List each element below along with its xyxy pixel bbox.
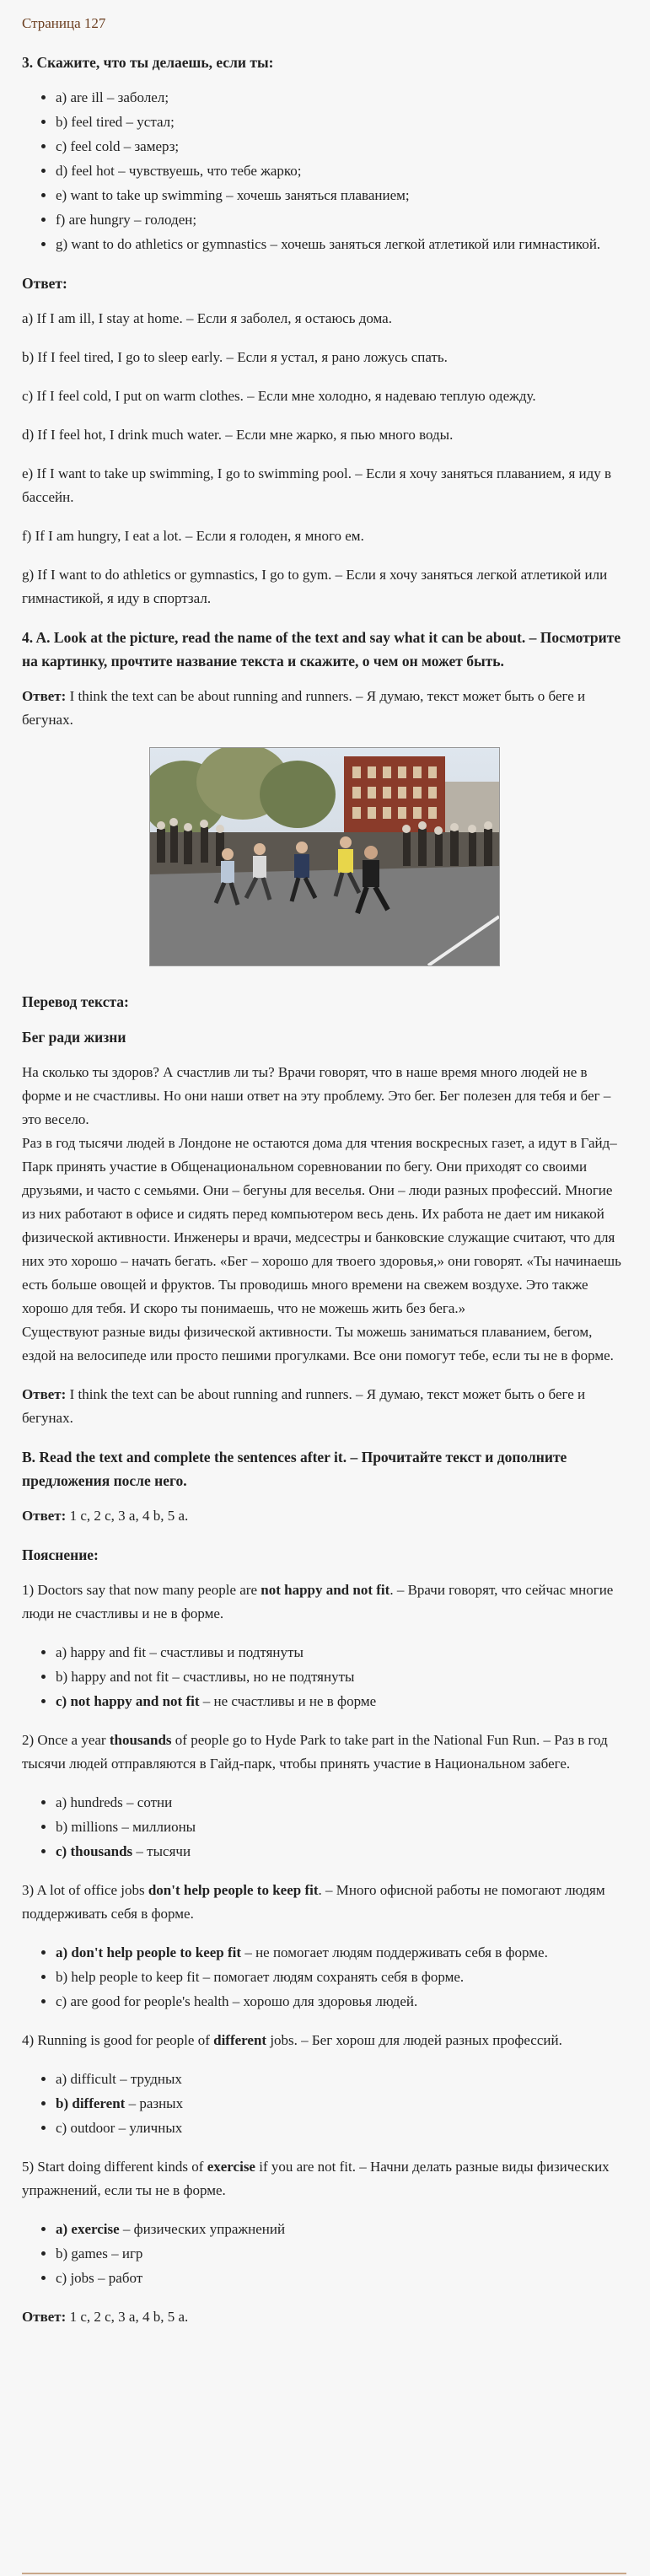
question-key: not happy and not fit bbox=[261, 1582, 390, 1598]
translation-answer bbox=[22, 1383, 626, 1430]
option-key: a) don't help people to keep fit bbox=[56, 1944, 242, 1960]
paragraph: Раз в год тысячи людей в Лондоне не остаются дома для чтения воскресных газет, а идут в Гайд–Парк принять участие в Общенациональном соревновании по бегу. Они приходят со своими друзьями, и часто с семьями. Они – бегуны для веселья. Они – люди разных профессий. Многие из них работают в офисе и сидять перед компьютером весь день. Их работа не дает им никакой физической активности. Инженеры и врачи, медсестры и банковские служащие считают, что для них это хорошо – начать бегать. «Бег – хорошо для твоего здоровья,» они говорят. «Ты начинаешь есть больше овощей и фруктов. Ты проводишь много времени на свежем воздухе. Это также хорошо для тебя. И скоро ты понимаешь, что не можешь жить без бега.» bbox=[22, 1135, 621, 1316]
option-text: – тысячи bbox=[132, 1843, 191, 1859]
question-text: jobs. – Бег хорош для людей разных профессий. bbox=[266, 2032, 562, 2048]
list-item: • a) are ill – заболел; bbox=[56, 86, 626, 110]
ex4b-answer bbox=[22, 1504, 626, 1528]
question-key: thousands bbox=[109, 1732, 172, 1748]
question-4-options bbox=[22, 2068, 626, 2140]
option-key: c) not happy and not fit bbox=[56, 1693, 200, 1709]
option-key: a) exercise bbox=[56, 2221, 120, 2237]
list-item: • g) want to do athletics or gymnastics – хочешь заняться легкой атлетикой или гимнастикой. bbox=[56, 233, 626, 256]
option-key: c) thousands bbox=[56, 1843, 133, 1859]
question-text: 1) Doctors say that now many people are bbox=[22, 1582, 261, 1598]
question-3 bbox=[22, 1879, 626, 1926]
answer-line: a) If I am ill, I stay at home. – Если я заболел, я остаюсь дома. bbox=[22, 310, 392, 326]
explanation-label: Пояснение: bbox=[22, 1546, 99, 1563]
ex4a-title: 4. A. Look at the picture, read the name of the text and say what it can be about. – Посмотрите на картинку, прочтите название текста и скажите, о чем он может быть. bbox=[22, 629, 621, 670]
translation-title: Бег ради жизни bbox=[22, 1029, 126, 1046]
paragraph: На сколько ты здоров? А счастлив ли ты? Врачи говорят, что в наше время много людей не в форме и не счастливы. Но они наши ответ на эту проблему. Это бег. Бег полезен для тебя и бег – это весело. bbox=[22, 1064, 611, 1127]
question-1 bbox=[22, 1578, 626, 1626]
question-2-options bbox=[22, 1791, 626, 1863]
answer-line: c) If I feel cold, I put on warm clothes. – Если мне холодно, я надеваю теплую одежду. bbox=[22, 388, 536, 404]
answer-line: g) If I want to do athletics or gymnastics, I go to gym. – Если я хочу заняться легкой атлетикой или гимнастикой, я иду в спортзал. bbox=[22, 567, 608, 606]
question-text: of people go to Hyde Park to take part in the National Fun Run. – Раз в год тысячи людей отправляются в Гайд-парк, чтобы принять участие в Национальном забеге. bbox=[22, 1732, 608, 1772]
list-item: • b) feel tired – устал; bbox=[56, 110, 626, 134]
option: • a) difficult – трудных bbox=[56, 2068, 626, 2091]
question-2 bbox=[22, 1729, 626, 1776]
option-key: b) different bbox=[56, 2095, 126, 2111]
marathon-photo bbox=[149, 747, 500, 966]
question-text: 4) Running is good for people of bbox=[22, 2032, 214, 2048]
option: • b) games – игр bbox=[56, 2242, 626, 2266]
question-4 bbox=[22, 2029, 626, 2052]
ex4a-answer bbox=[22, 685, 626, 732]
option: • c) jobs – работ bbox=[56, 2267, 626, 2290]
question-key: different bbox=[213, 2032, 267, 2048]
page-link[interactable]: Страница 127 bbox=[22, 15, 106, 31]
option-text: – не помогает людям поддерживать себя в форме. bbox=[241, 1944, 548, 1960]
ex3-answer-label: Ответ: bbox=[22, 275, 67, 292]
answer-line: d) If I feel hot, I drink much water. – Если мне жарко, я пью много воды. bbox=[22, 427, 454, 443]
option: • c) outdoor – уличных bbox=[56, 2116, 626, 2140]
list-item: • f) are hungry – голоден; bbox=[56, 208, 626, 232]
option-correct bbox=[56, 2218, 626, 2241]
answer-line: f) If I am hungry, I eat a lot. – Если я голоден, я много ем. bbox=[22, 528, 364, 544]
list-item: • c) feel cold – замерз; bbox=[56, 135, 626, 159]
option: • b) help people to keep fit – помогает людям сохранять себя в форме. bbox=[56, 1966, 626, 1989]
option: • a) happy and fit – счастливы и подтянуты bbox=[56, 1641, 626, 1664]
question-text: . – Врачи говорят, что сейчас многие люди не счастливы и не в форме. bbox=[22, 1582, 614, 1621]
paragraph: Существуют разные виды физической активности. Ты можешь заниматься плаванием, бегом, ездой на велосипеде или просто пешими прогулками. Все они помогут тебе, если ты не в форме. bbox=[22, 1324, 614, 1363]
option-correct bbox=[56, 2092, 626, 2116]
answer-text: 1 c, 2 c, 3 a, 4 b, 5 a. bbox=[66, 2309, 189, 2325]
answer-text: I think the text can be about running and runners. – Я думаю, текст может быть о беге и бегунах. bbox=[22, 688, 586, 728]
answer-label: Ответ: bbox=[22, 1508, 67, 1524]
question-text: if you are not fit. – Начни делать разные виды физических упражнений, если ты не в форме. bbox=[22, 2159, 610, 2198]
option-correct bbox=[56, 1840, 626, 1863]
answer-text: 1 c, 2 c, 3 a, 4 b, 5 a. bbox=[66, 1508, 189, 1524]
question-5-options bbox=[22, 2218, 626, 2290]
option-correct bbox=[56, 1941, 626, 1965]
question-3-options bbox=[22, 1941, 626, 2014]
question-text: 3) A lot of office jobs bbox=[22, 1882, 148, 1898]
question-key: don't help people to keep fit bbox=[148, 1882, 319, 1898]
list-item: • d) feel hot – чувствуешь, что тебе жарко; bbox=[56, 159, 626, 183]
question-key: exercise bbox=[207, 2159, 255, 2175]
ex4b-title: B. Read the text and complete the sentences after it. – Прочитайте текст и дополните предложения после него. bbox=[22, 1449, 567, 1489]
answer-text: I think the text can be about running and runners. – Я думаю, текст может быть о беге и бегунах. bbox=[22, 1386, 586, 1426]
answer-label: Ответ: bbox=[22, 1386, 67, 1402]
answer-line: b) If I feel tired, I go to sleep early. – Если я устал, я рано ложусь спать. bbox=[22, 349, 448, 365]
answer-label: Ответ: bbox=[22, 2309, 67, 2325]
question-1-options bbox=[22, 1641, 626, 1713]
option: • b) millions – миллионы bbox=[56, 1815, 626, 1839]
option: • a) hundreds – сотни bbox=[56, 1791, 626, 1815]
figure bbox=[22, 747, 626, 966]
answer-label: Ответ: bbox=[22, 688, 67, 704]
option-correct bbox=[56, 1690, 626, 1713]
ex3-list bbox=[22, 86, 626, 256]
option-text: – не счастливы и не в форме bbox=[199, 1693, 377, 1709]
option: • b) happy and not fit – счастливы, но не подтянуты bbox=[56, 1665, 626, 1689]
question-5 bbox=[22, 2155, 626, 2202]
translation-heading: Перевод текста: bbox=[22, 993, 129, 1010]
final-answer bbox=[22, 2305, 626, 2329]
option: • c) are good for people's health – хорошо для здоровья людей. bbox=[56, 1990, 626, 2014]
option-text: – разных bbox=[125, 2095, 184, 2111]
answer-line: e) If I want to take up swimming, I go to swimming pool. – Если я хочу заняться плаванием, я иду в бассейн. bbox=[22, 465, 612, 505]
question-text: . – Много офисной работы не помогают людям поддерживать себя в форме. bbox=[22, 1882, 605, 1922]
option-text: – физических упражнений bbox=[119, 2221, 286, 2237]
bottom-divider bbox=[22, 2573, 626, 2574]
list-item: • e) want to take up swimming – хочешь заняться плаванием; bbox=[56, 184, 626, 207]
ex3-title: 3. Скажите, что ты делаешь, если ты: bbox=[22, 54, 274, 71]
question-text: 2) Once a year bbox=[22, 1732, 110, 1748]
translation-text bbox=[22, 1061, 626, 1368]
question-text: 5) Start doing different kinds of bbox=[22, 2159, 207, 2175]
